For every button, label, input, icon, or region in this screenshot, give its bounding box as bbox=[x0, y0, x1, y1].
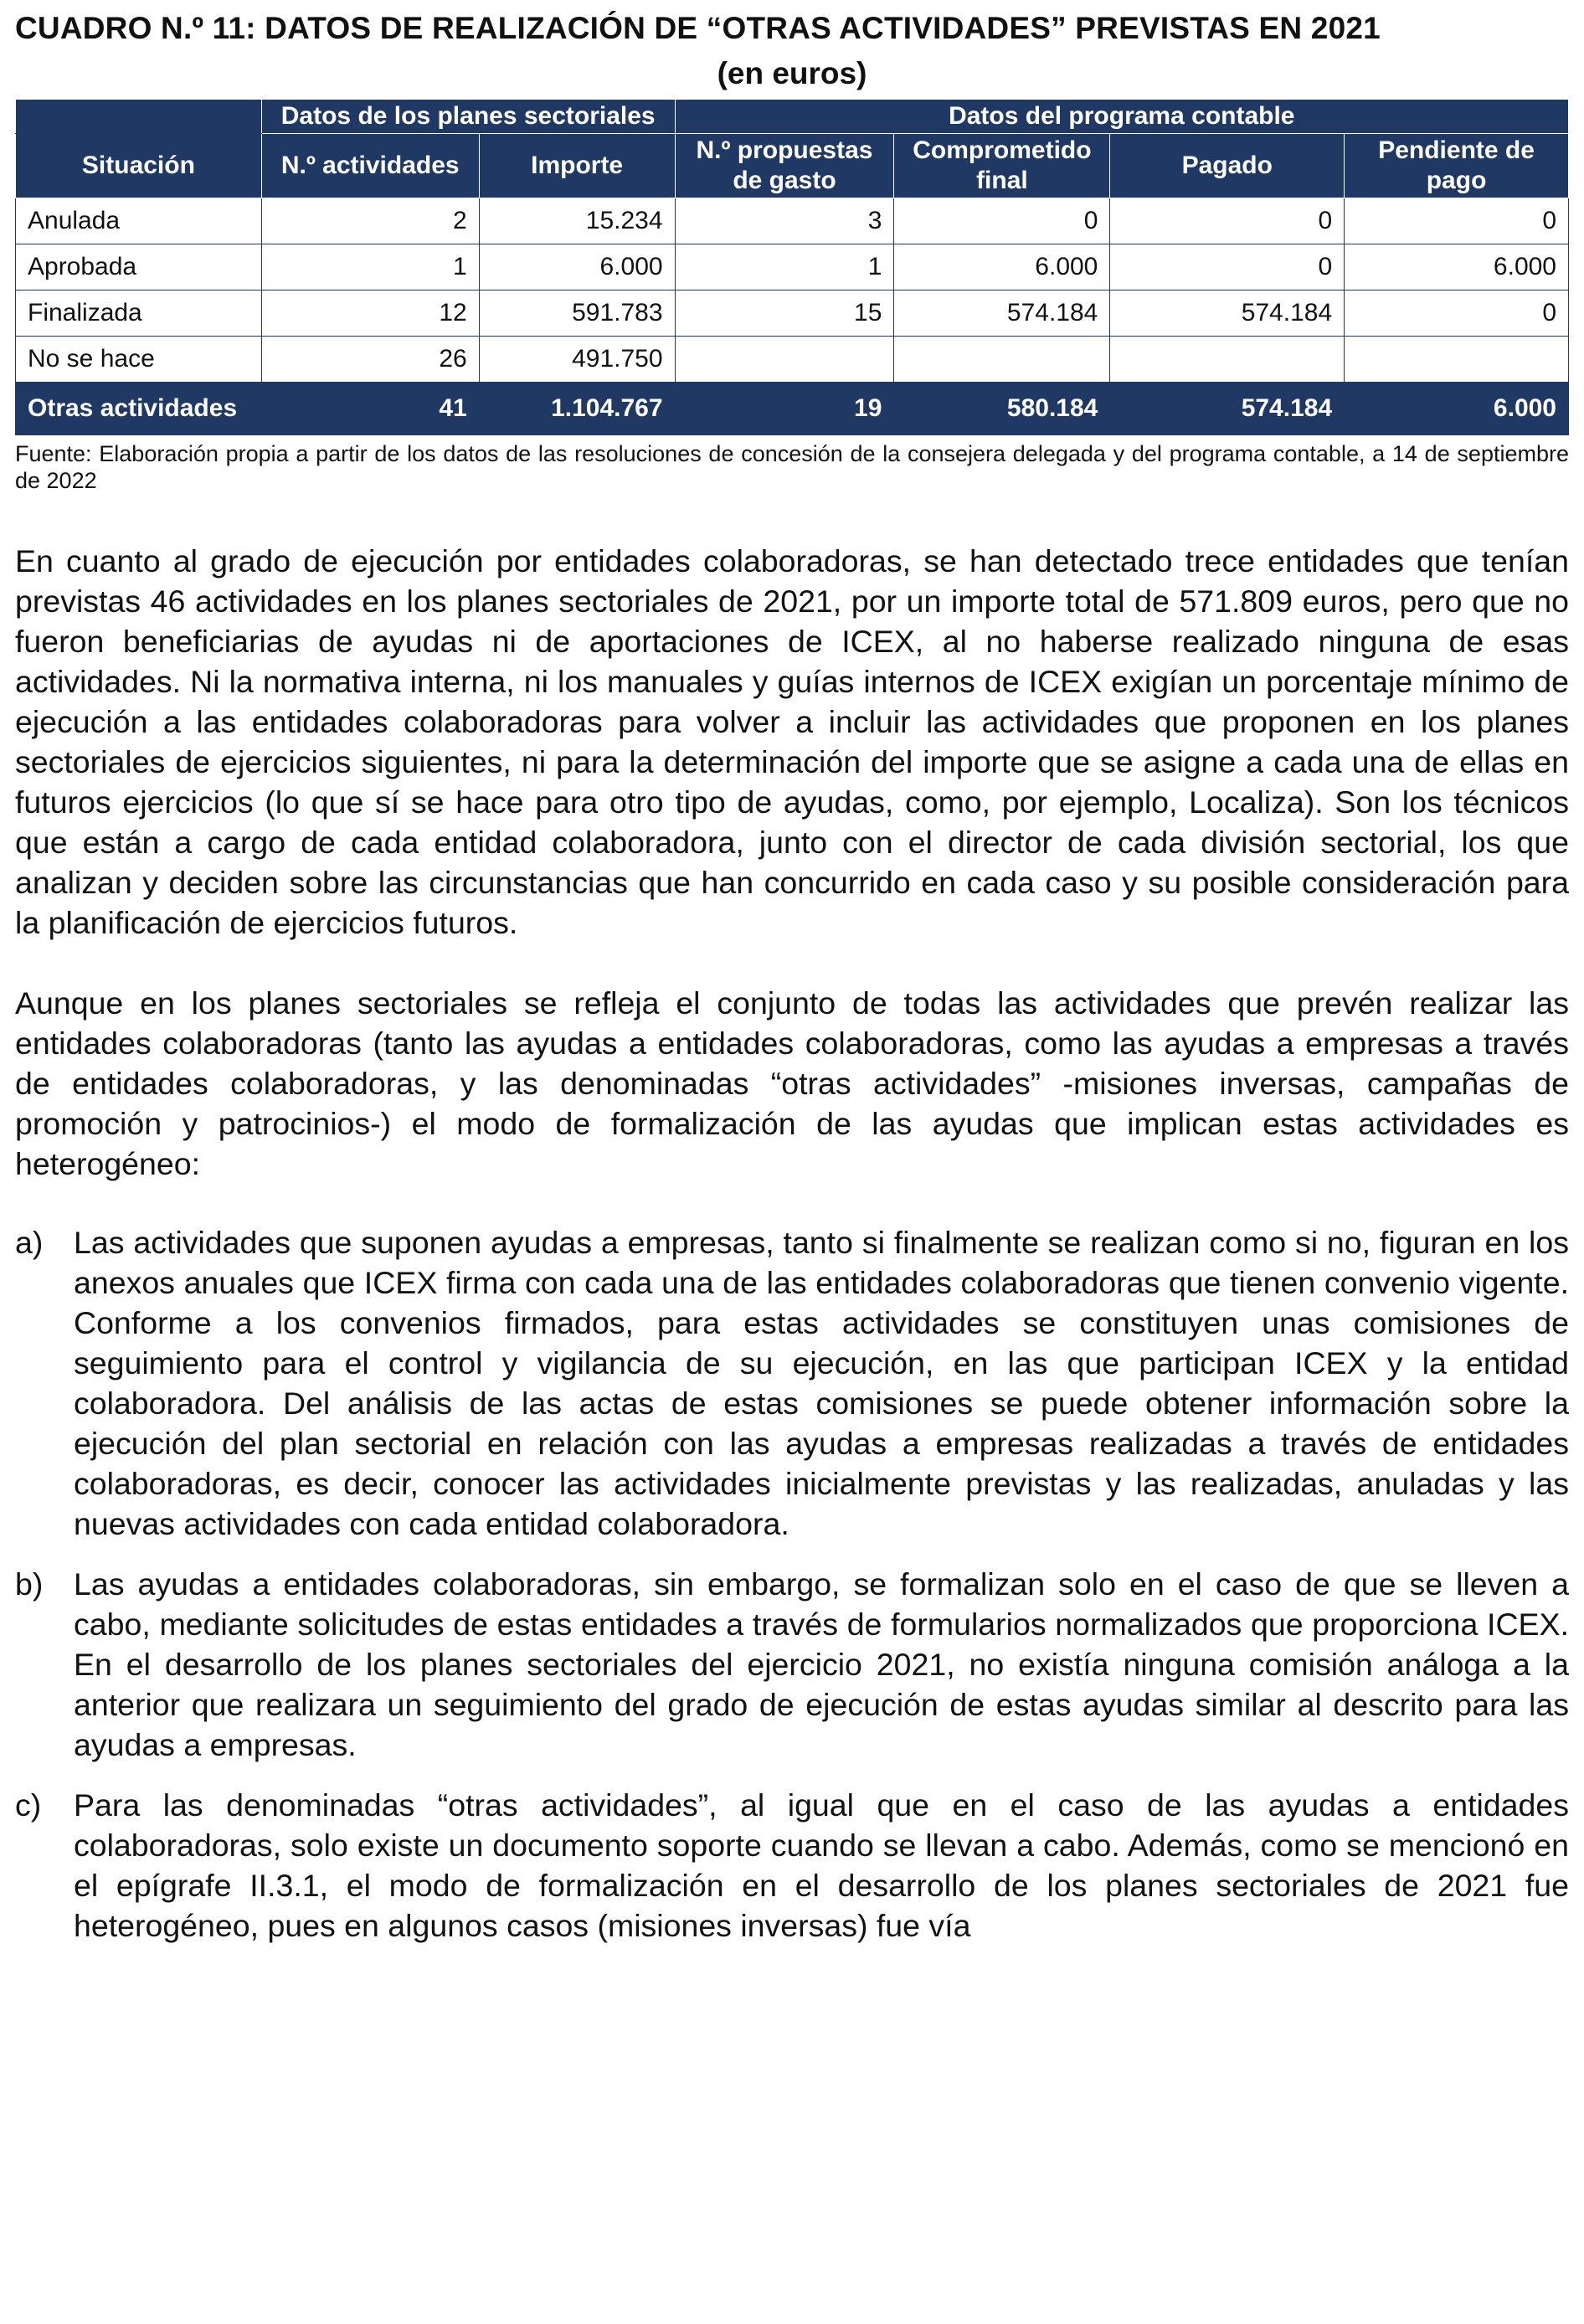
table-cell: 491.750 bbox=[479, 337, 675, 383]
column-header: Pendiente de pago bbox=[1345, 134, 1569, 198]
list-item bbox=[15, 1785, 1569, 1946]
column-header: Pagado bbox=[1110, 134, 1345, 198]
table-cell: 574.184 bbox=[894, 290, 1110, 337]
table-cell: 2 bbox=[261, 198, 479, 244]
list-item-text: Las actividades que suponen ayudas a empresas, tanto si finalmente se realizan como si no, figuran en los anexos anuales que ICEX firma con cada una de las entidades colaboradoras que tienen convenio vigente. Conforme a los convenios firmados, para estas actividades se constituyen unas comisiones de seguimiento para el control y vigilancia de su ejecución, en las que participan ICEX y la entidad colaboradora. Del análisis de las actas de estas comisiones se puede obtener información sobre la ejecución del plan sectorial en relación con las ayudas a empresas realizadas a través de entidades colaboradoras, es decir, conocer las actividades inicialmente previstas y las realizadas, anuladas y las nuevas actividades con cada entidad colaboradora. bbox=[74, 1225, 1569, 1541]
table-cell: 15 bbox=[675, 290, 894, 337]
table-source-note: Fuente: Elaboración propia a partir de los datos de las resoluciones de concesión de la consejera delegada y del programa contable, a 14 de septiembre de 2022 bbox=[15, 441, 1569, 493]
table-cell: 1 bbox=[675, 244, 894, 290]
group-header-programa: Datos del programa contable bbox=[675, 100, 1568, 134]
column-header: Importe bbox=[479, 134, 675, 198]
list-marker: a) bbox=[15, 1225, 44, 1260]
table-row bbox=[16, 290, 1569, 337]
column-header-row bbox=[16, 134, 1569, 198]
table-cell: 0 bbox=[1110, 198, 1345, 244]
table-row bbox=[16, 198, 1569, 244]
column-header: N.º actividades bbox=[261, 134, 479, 198]
table-cell: 0 bbox=[1345, 290, 1569, 337]
table-cell: 6.000 bbox=[1345, 383, 1569, 435]
table-cell: 3 bbox=[675, 198, 894, 244]
column-header: Comprometido final bbox=[894, 134, 1110, 198]
list-item bbox=[15, 1222, 1569, 1544]
table-cell: 19 bbox=[675, 383, 894, 435]
table-cell: 0 bbox=[1110, 244, 1345, 290]
body-paragraph: En cuanto al grado de ejecución por entidades colaboradoras, se han detectado trece entidades que tenían previstas 46 actividades en los planes sectoriales de 2021, por un importe total de 571.809 euros, pero que no fueron beneficiarias de ayudas ni de aportaciones de ICEX, al no haberse realizado ninguna de esas actividades. Ni la normativa interna, ni los manuales y guías internos de ICEX exigían un porcentaje mínimo de ejecución a las entidades colaboradoras para volver a incluir las actividades que proponen en los planes sectoriales de ejercicios siguientes, ni para la determinación del importe que se asigne a cada una de ellas en futuros ejercicios (lo que sí se hace para otro tipo de ayudas, como, por ejemplo, Localiza). Son los técnicos que están a cargo de cada entidad colaboradora, junto con el director de cada división sectorial, los que analizan y deciden sobre las circunstancias que han concurrido en cada caso y su posible consideración para la planificación de ejercicios futuros. bbox=[15, 543, 1569, 940]
data-table bbox=[15, 99, 1569, 435]
table-cell: 15.234 bbox=[479, 198, 675, 244]
table-cell: 574.184 bbox=[1110, 383, 1345, 435]
list-item bbox=[15, 1564, 1569, 1765]
list-marker: b) bbox=[15, 1566, 44, 1602]
table-cell bbox=[675, 337, 894, 383]
table-cell: 591.783 bbox=[479, 290, 675, 337]
body-paragraph: Aunque en los planes sectoriales se refleja el conjunto de todas las actividades que prevén realizar las entidades colaboradoras (tanto las ayudas a entidades colaboradoras, como las ayudas a empresas a través de entidades colaboradoras, y las denominadas “otras actividades” -misiones inversas, campañas de promoción y patrocinios-) el modo de formalización de las ayudas que implican estas actividades es heterogéneo: bbox=[15, 985, 1569, 1181]
table-cell: 41 bbox=[261, 383, 479, 435]
table-cell: 26 bbox=[261, 337, 479, 383]
table-cell bbox=[894, 337, 1110, 383]
document-page bbox=[15, 0, 1569, 1966]
list-marker: c) bbox=[15, 1787, 42, 1823]
table-cell: Finalizada bbox=[16, 290, 262, 337]
table-cell: 6.000 bbox=[1345, 244, 1569, 290]
table-row bbox=[16, 244, 1569, 290]
table-cell: No se hace bbox=[16, 337, 262, 383]
table-cell: Anulada bbox=[16, 198, 262, 244]
table-cell: 6.000 bbox=[894, 244, 1110, 290]
table-cell: Aprobada bbox=[16, 244, 262, 290]
table-cell: 1 bbox=[261, 244, 479, 290]
table-cell: 0 bbox=[894, 198, 1110, 244]
total-row bbox=[16, 383, 1569, 435]
column-header: N.º propuestas de gasto bbox=[675, 134, 894, 198]
table-cell bbox=[1110, 337, 1345, 383]
table-cell: 1.104.767 bbox=[479, 383, 675, 435]
table-cell: 574.184 bbox=[1110, 290, 1345, 337]
lettered-list bbox=[15, 1222, 1569, 1946]
group-header-planes: Datos de los planes sectoriales bbox=[261, 100, 675, 134]
table-cell: 6.000 bbox=[479, 244, 675, 290]
table-cell bbox=[1345, 337, 1569, 383]
table-cell: 580.184 bbox=[894, 383, 1110, 435]
table-cell: Otras actividades bbox=[16, 383, 262, 435]
list-item-text: Las ayudas a entidades colaboradoras, sin embargo, se formalizan solo en el caso de que se lleven a cabo, mediante solicitudes de estas entidades a través de formularios normalizados que proporciona ICEX. En el desarrollo de los planes sectoriales del ejercicio 2021, no existía ninguna comisión análoga a la anterior que realizara un seguimiento del grado de ejecución de estas ayudas similar al descrito para las ayudas a empresas. bbox=[74, 1566, 1569, 1762]
table-subtitle: (en euros) bbox=[717, 56, 867, 90]
table-cell: 0 bbox=[1345, 198, 1569, 244]
table-row bbox=[16, 337, 1569, 383]
list-item-text: Para las denominadas “otras actividades”, al igual que en el caso de las ayudas a entidades colaboradoras, solo existe un documento soporte cuando se llevan a cabo. Además, como se mencionó en el epígrafe II.3.1, el modo de formalización en el desarrollo de los planes sectoriales de 2021 fue heterogéneo, pues en algunos casos (misiones inversas) fue vía bbox=[74, 1787, 1569, 1943]
header-corner bbox=[16, 100, 262, 134]
column-header: Situación bbox=[16, 134, 262, 198]
table-cell: 12 bbox=[261, 290, 479, 337]
table-title: CUADRO N.º 11: DATOS DE REALIZACIÓN DE “OTRAS ACTIVIDADES” PREVISTAS EN 2021 bbox=[15, 11, 1381, 45]
